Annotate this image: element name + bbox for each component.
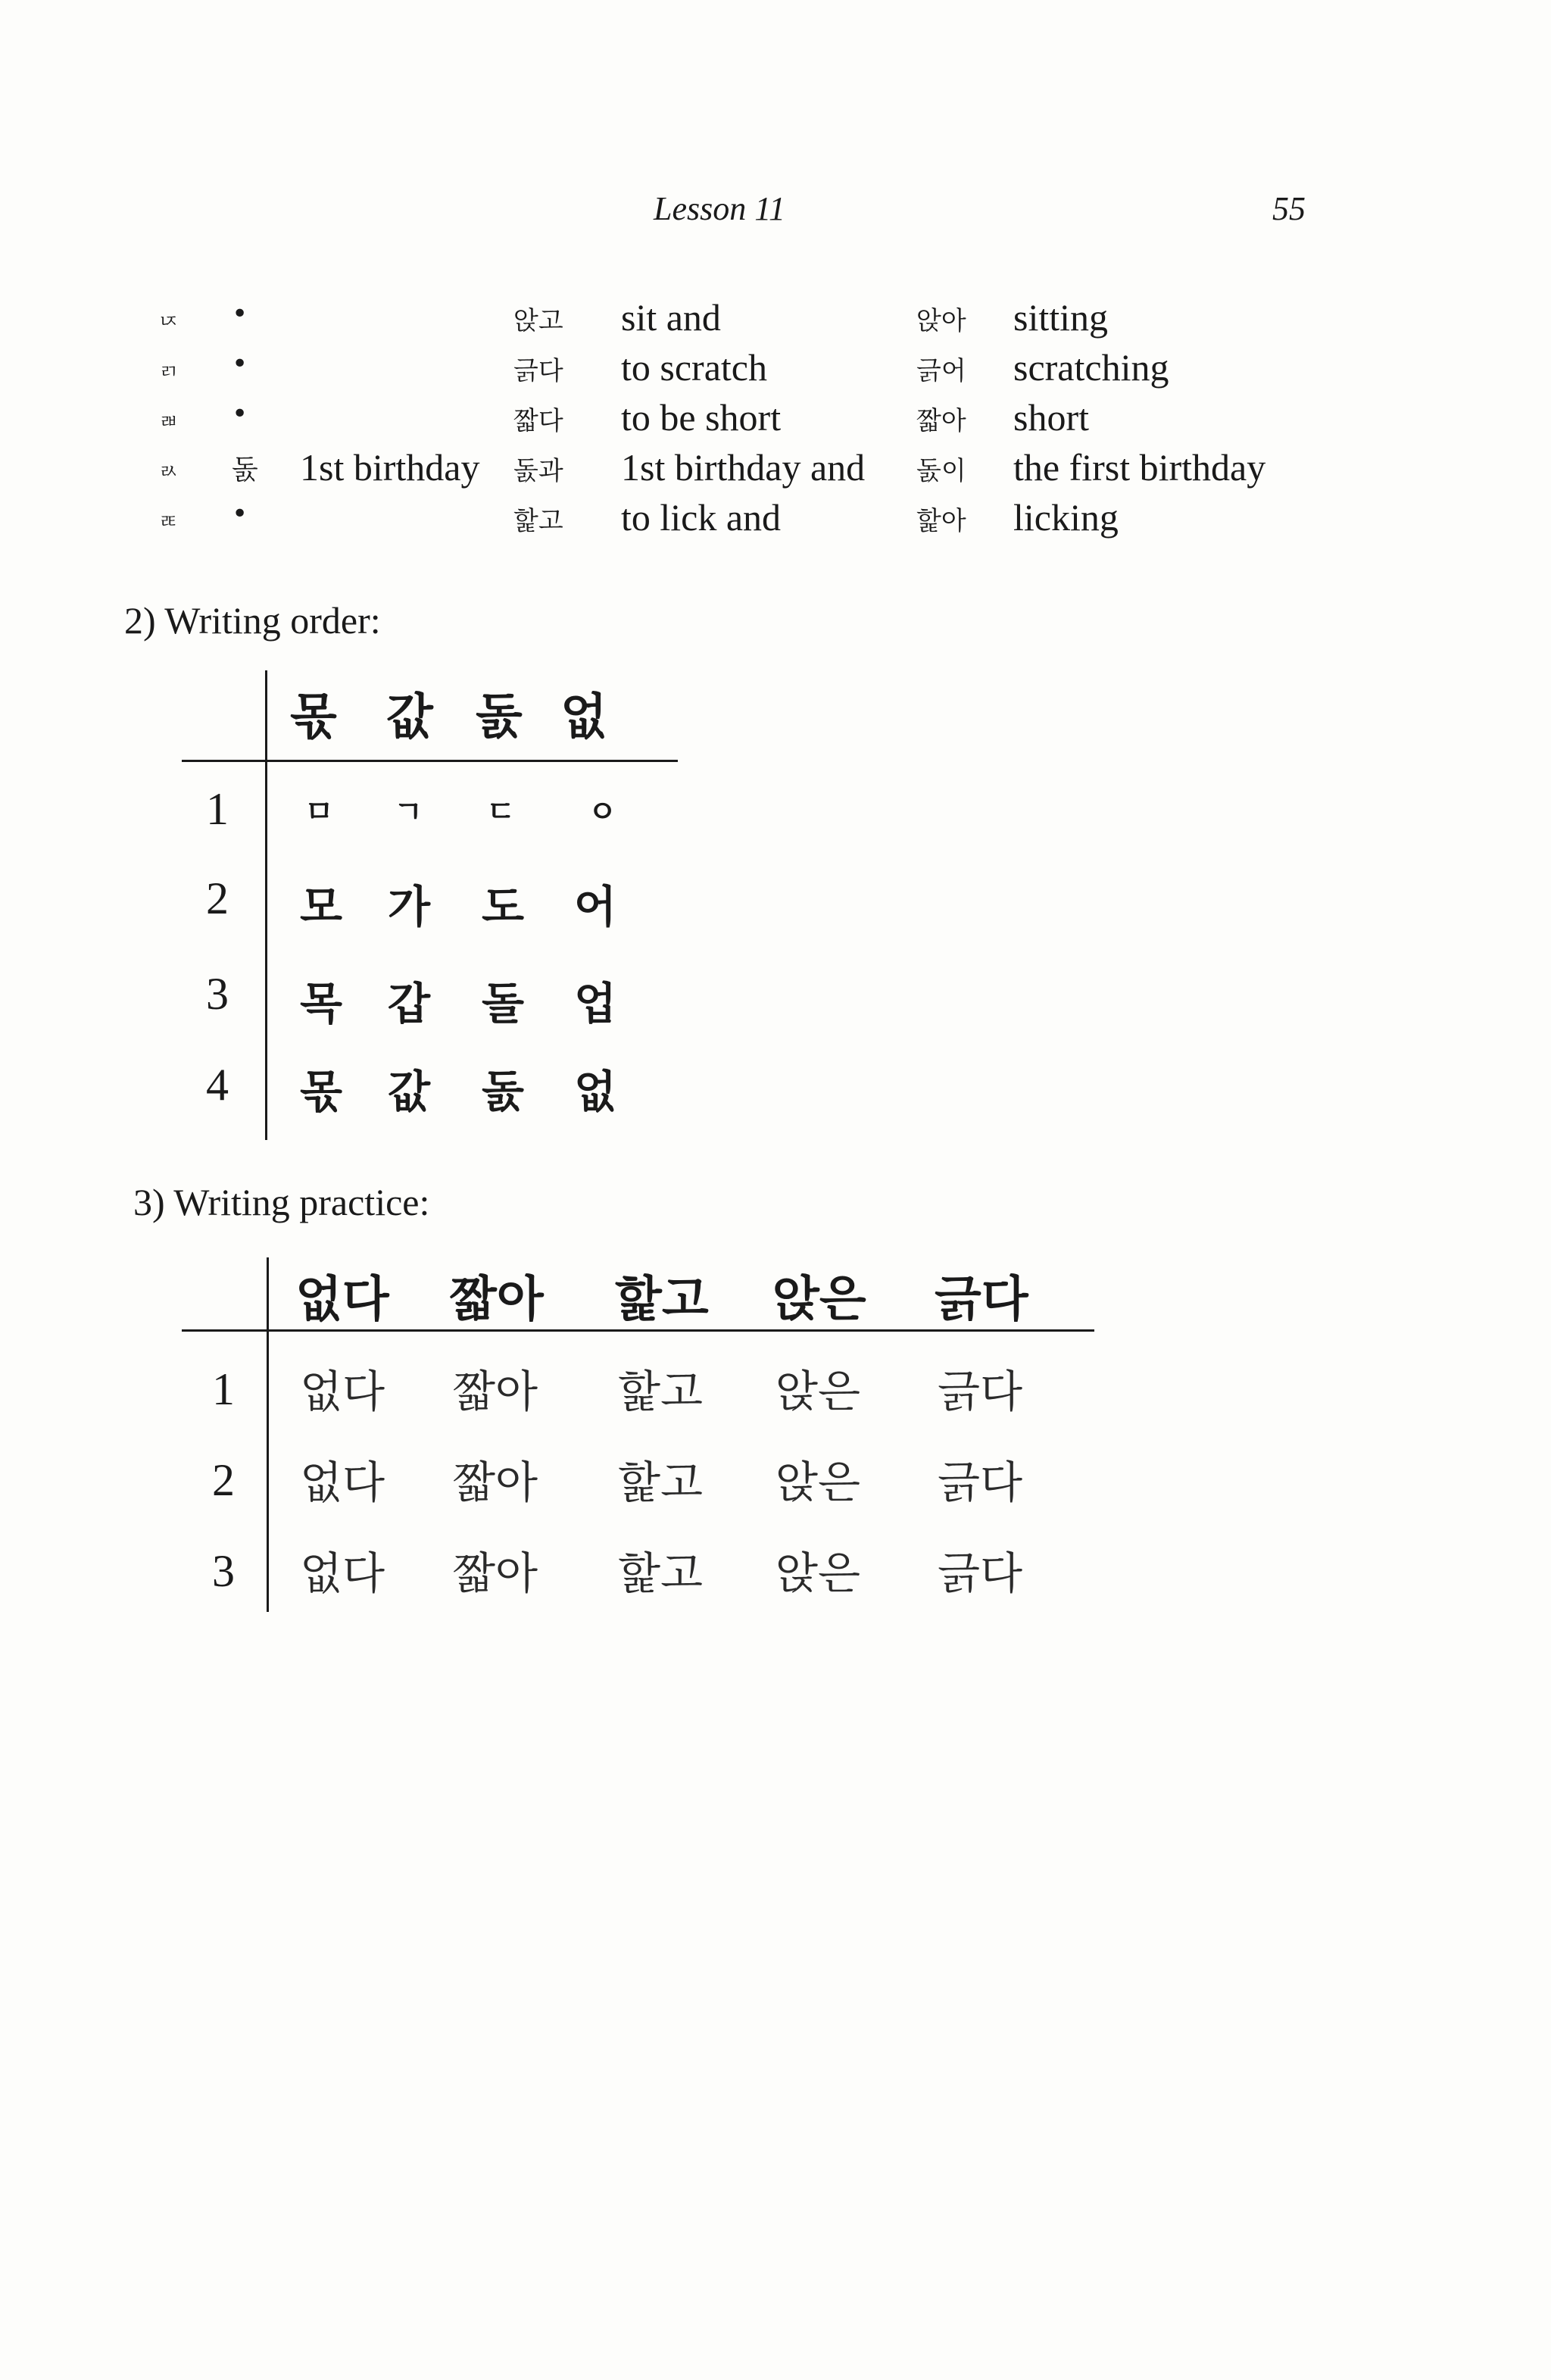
page-number: 55 [1272, 190, 1306, 227]
meaning1: to scratch [621, 346, 767, 389]
jamo-cluster: ㄵ [159, 311, 179, 333]
stroke-cell: 도 [482, 881, 525, 932]
practice-cell: 긁다 [938, 1457, 1023, 1508]
writing-practice-title: 3) Writing practice: [133, 1181, 430, 1223]
stroke-cell: ㅇ [588, 795, 617, 829]
meaning2: sitting [1013, 296, 1109, 339]
row-number: 3 [212, 1546, 235, 1596]
form1: 앉고 [513, 306, 563, 336]
vocab-row [0, 295, 1551, 345]
column-header: 핥고 [615, 1272, 709, 1328]
vocab-row [0, 345, 1551, 395]
practice-cell: 핥고 [618, 1457, 704, 1508]
writing-order-title: 2) Writing order: [124, 599, 381, 642]
practice-cell: 긁다 [938, 1366, 1023, 1417]
form1: 짧다 [513, 406, 563, 436]
meaning2: the first birthday [1013, 446, 1266, 489]
form2: 앉아 [916, 306, 966, 336]
stroke-cell: 어 [574, 881, 617, 932]
form2: 돐이 [916, 456, 966, 486]
table-divider-vertical [265, 670, 267, 1140]
column-header: 없다 [295, 1272, 389, 1328]
vocab-table [0, 295, 1551, 545]
stroke-cell: 없 [574, 1066, 617, 1117]
stroke-cell: 돐 [482, 1066, 525, 1117]
practice-cell: 앉은 [776, 1457, 861, 1508]
stroke-cell: 목 [300, 978, 343, 1029]
jamo-cluster: ㄽ [159, 461, 179, 483]
table-divider-horizontal [182, 760, 678, 762]
practice-cell: 핥고 [618, 1548, 704, 1599]
meaning1: to be short [621, 396, 782, 439]
column-header: 값 [386, 689, 433, 745]
stroke-cell: 가 [388, 881, 431, 932]
example-word: • [232, 398, 248, 429]
column-header: 돐 [476, 689, 523, 745]
example-gloss: 1st birthday [300, 446, 480, 489]
row-number: 4 [206, 1060, 229, 1110]
jamo-cluster: ㄼ [159, 411, 179, 433]
vocab-row [0, 445, 1551, 495]
stroke-cell: 모 [300, 881, 343, 932]
form1: 긁다 [513, 356, 563, 386]
practice-cell: 긁다 [938, 1548, 1023, 1599]
column-header: 긁다 [935, 1272, 1028, 1328]
practice-cell: 앉은 [776, 1548, 861, 1599]
row-number: 1 [206, 784, 229, 834]
practice-cell: 없다 [300, 1548, 385, 1599]
stroke-cell: 값 [388, 1066, 431, 1117]
example-word: • [232, 498, 248, 529]
example-word: • [232, 348, 248, 379]
meaning1: sit and [621, 296, 721, 339]
meaning2: scratching [1013, 346, 1169, 389]
practice-cell: 없다 [300, 1457, 385, 1508]
stroke-cell: ㄷ [486, 795, 516, 829]
meaning2: short [1013, 396, 1089, 439]
stroke-cell: 돌 [482, 978, 525, 1029]
stroke-cell: ㄱ [394, 795, 423, 829]
form2: 핥아 [916, 506, 966, 536]
form2: 긁어 [916, 356, 966, 386]
column-header: 앉은 [772, 1272, 866, 1328]
jamo-cluster: ㄾ [159, 511, 179, 533]
vocab-row [0, 395, 1551, 445]
practice-cell: 없다 [300, 1366, 385, 1417]
jamo-cluster: ㄺ [159, 361, 179, 383]
example-word: 돐 [232, 454, 258, 486]
practice-cell: 짧아 [453, 1366, 538, 1417]
form1: 돐과 [513, 456, 563, 486]
vocab-row [0, 495, 1551, 545]
row-number: 2 [206, 873, 229, 923]
row-number: 2 [212, 1455, 235, 1505]
stroke-cell: 몫 [300, 1066, 343, 1117]
page-title: Lesson 11 [654, 190, 785, 227]
row-number: 1 [212, 1364, 235, 1414]
form2: 짧아 [916, 406, 966, 436]
practice-cell: 핥고 [618, 1366, 704, 1417]
stroke-cell: ㅁ [304, 795, 334, 829]
meaning1: to lick and [621, 496, 782, 539]
practice-cell: 짧아 [453, 1548, 538, 1599]
stroke-cell: 갑 [388, 978, 431, 1029]
practice-cell: 짧아 [453, 1457, 538, 1508]
practice-cell: 앉은 [776, 1366, 861, 1417]
stroke-cell: 업 [574, 978, 617, 1029]
row-number: 3 [206, 969, 229, 1019]
form1: 핥고 [513, 506, 563, 536]
meaning1: 1st birthday and [621, 446, 866, 489]
table-divider-vertical [267, 1257, 269, 1612]
column-header: 몫 [290, 689, 337, 745]
example-word: • [232, 298, 248, 330]
meaning2: licking [1013, 496, 1119, 539]
column-header: 없 [560, 689, 607, 745]
column-header: 짧아 [450, 1272, 544, 1328]
